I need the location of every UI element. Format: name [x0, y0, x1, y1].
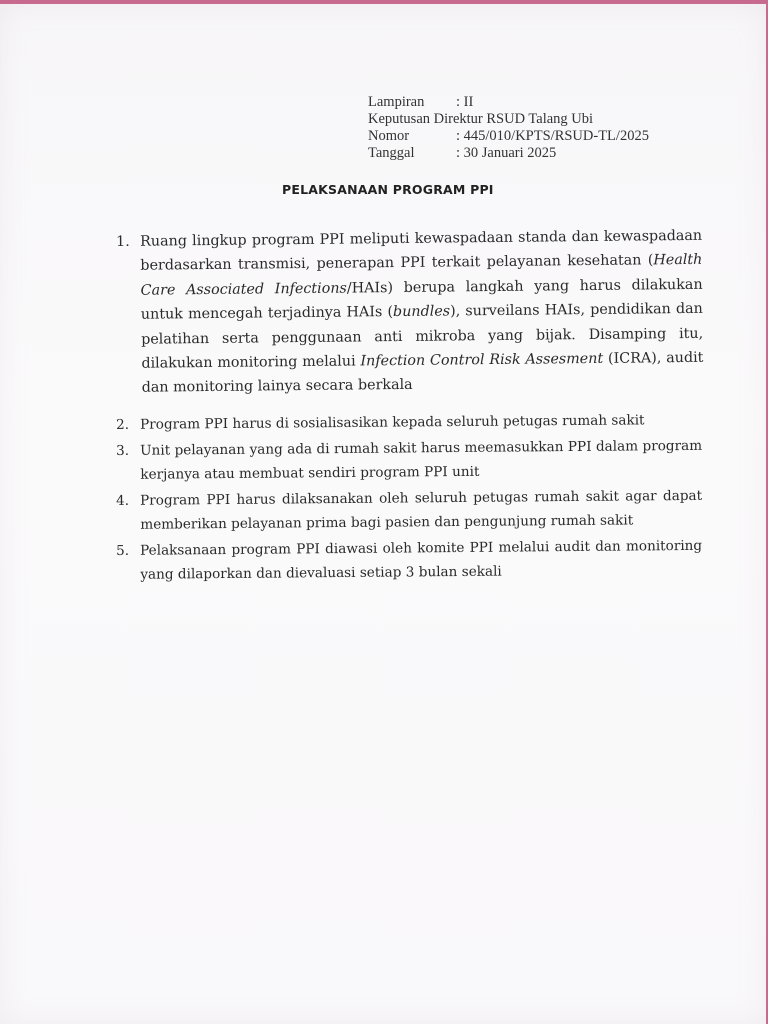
item-number: 3. [116, 442, 130, 459]
list-item [112, 408, 702, 437]
header-row-lampiran [368, 94, 649, 111]
item-number: 4. [116, 492, 130, 509]
list-item [112, 434, 702, 487]
header-value: : 30 Januari 2025 [456, 145, 557, 161]
item-text: (ICRA), audit dan monitoring lainya secara berkala [141, 349, 704, 397]
header-row-keputusan [368, 111, 649, 128]
list-item [112, 484, 702, 537]
item-text: /HAIs) berupa langkah yang harus dilakukan untuk mencegah terjadinya HAIs ( [140, 276, 703, 323]
item-text-italic: Infection Control Risk Assesment [360, 350, 604, 370]
document-page [0, 4, 766, 1024]
header-label: Nomor [368, 128, 410, 144]
header-label: Tanggal [368, 145, 415, 161]
list-item [112, 534, 702, 587]
item-text: Ruang lingkup program PPI meliputi kewaspadaan standa dan kewaspadaan berdasarkan transmisi, penerapan PPI terkait pelayanan kesehatan ( [140, 227, 703, 275]
header-value: : II [456, 94, 474, 110]
item-text: Unit pelayanan yang ada di rumah sakit harus meemasukkan PPI dalam program kerjanya atau membuat sendiri program PPI unit [140, 437, 703, 483]
document-title: PELAKSANAAN PROGRAM PPI [282, 182, 494, 197]
item-number: 1. [116, 233, 130, 250]
item-text: ), surveilans HAIs, pendidikan dan pelatihan serta penggunaan anti mikroba yang bijak. Disamping itu, dilakukan monitoring melalui [141, 301, 704, 372]
program-list [112, 227, 704, 587]
item-number: 5. [116, 542, 130, 559]
item-number: 2. [116, 416, 130, 433]
item-text-italic: bundles [392, 303, 451, 321]
header-value: : 445/010/KPTS/RSUD-TL/2025 [456, 128, 649, 144]
item-text-italic: Health Care Associated Infections [140, 252, 703, 299]
header-label: Lampiran [368, 94, 425, 110]
list-item [112, 224, 704, 401]
attachment-header [368, 94, 649, 162]
item-text: Pelaksanaan program PPI diawasi oleh komite PPI melalui audit dan monitoring yang dilaporkan dan dievaluasi setiap 3 bulan sekali [140, 537, 703, 583]
header-row-nomor [368, 128, 649, 145]
header-row-tanggal [368, 145, 649, 162]
header-label: Keputusan Direktur RSUD Talang Ubi [368, 111, 594, 127]
item-text: Program PPI harus dilaksanakan oleh seluruh petugas rumah sakit agar dapat memberikan pelayanan prima bagi pasien dan pengunjung rumah sakit [140, 487, 703, 533]
item-text: Program PPI harus di sosialisasikan kepada seluruh petugas rumah sakit [140, 412, 645, 433]
